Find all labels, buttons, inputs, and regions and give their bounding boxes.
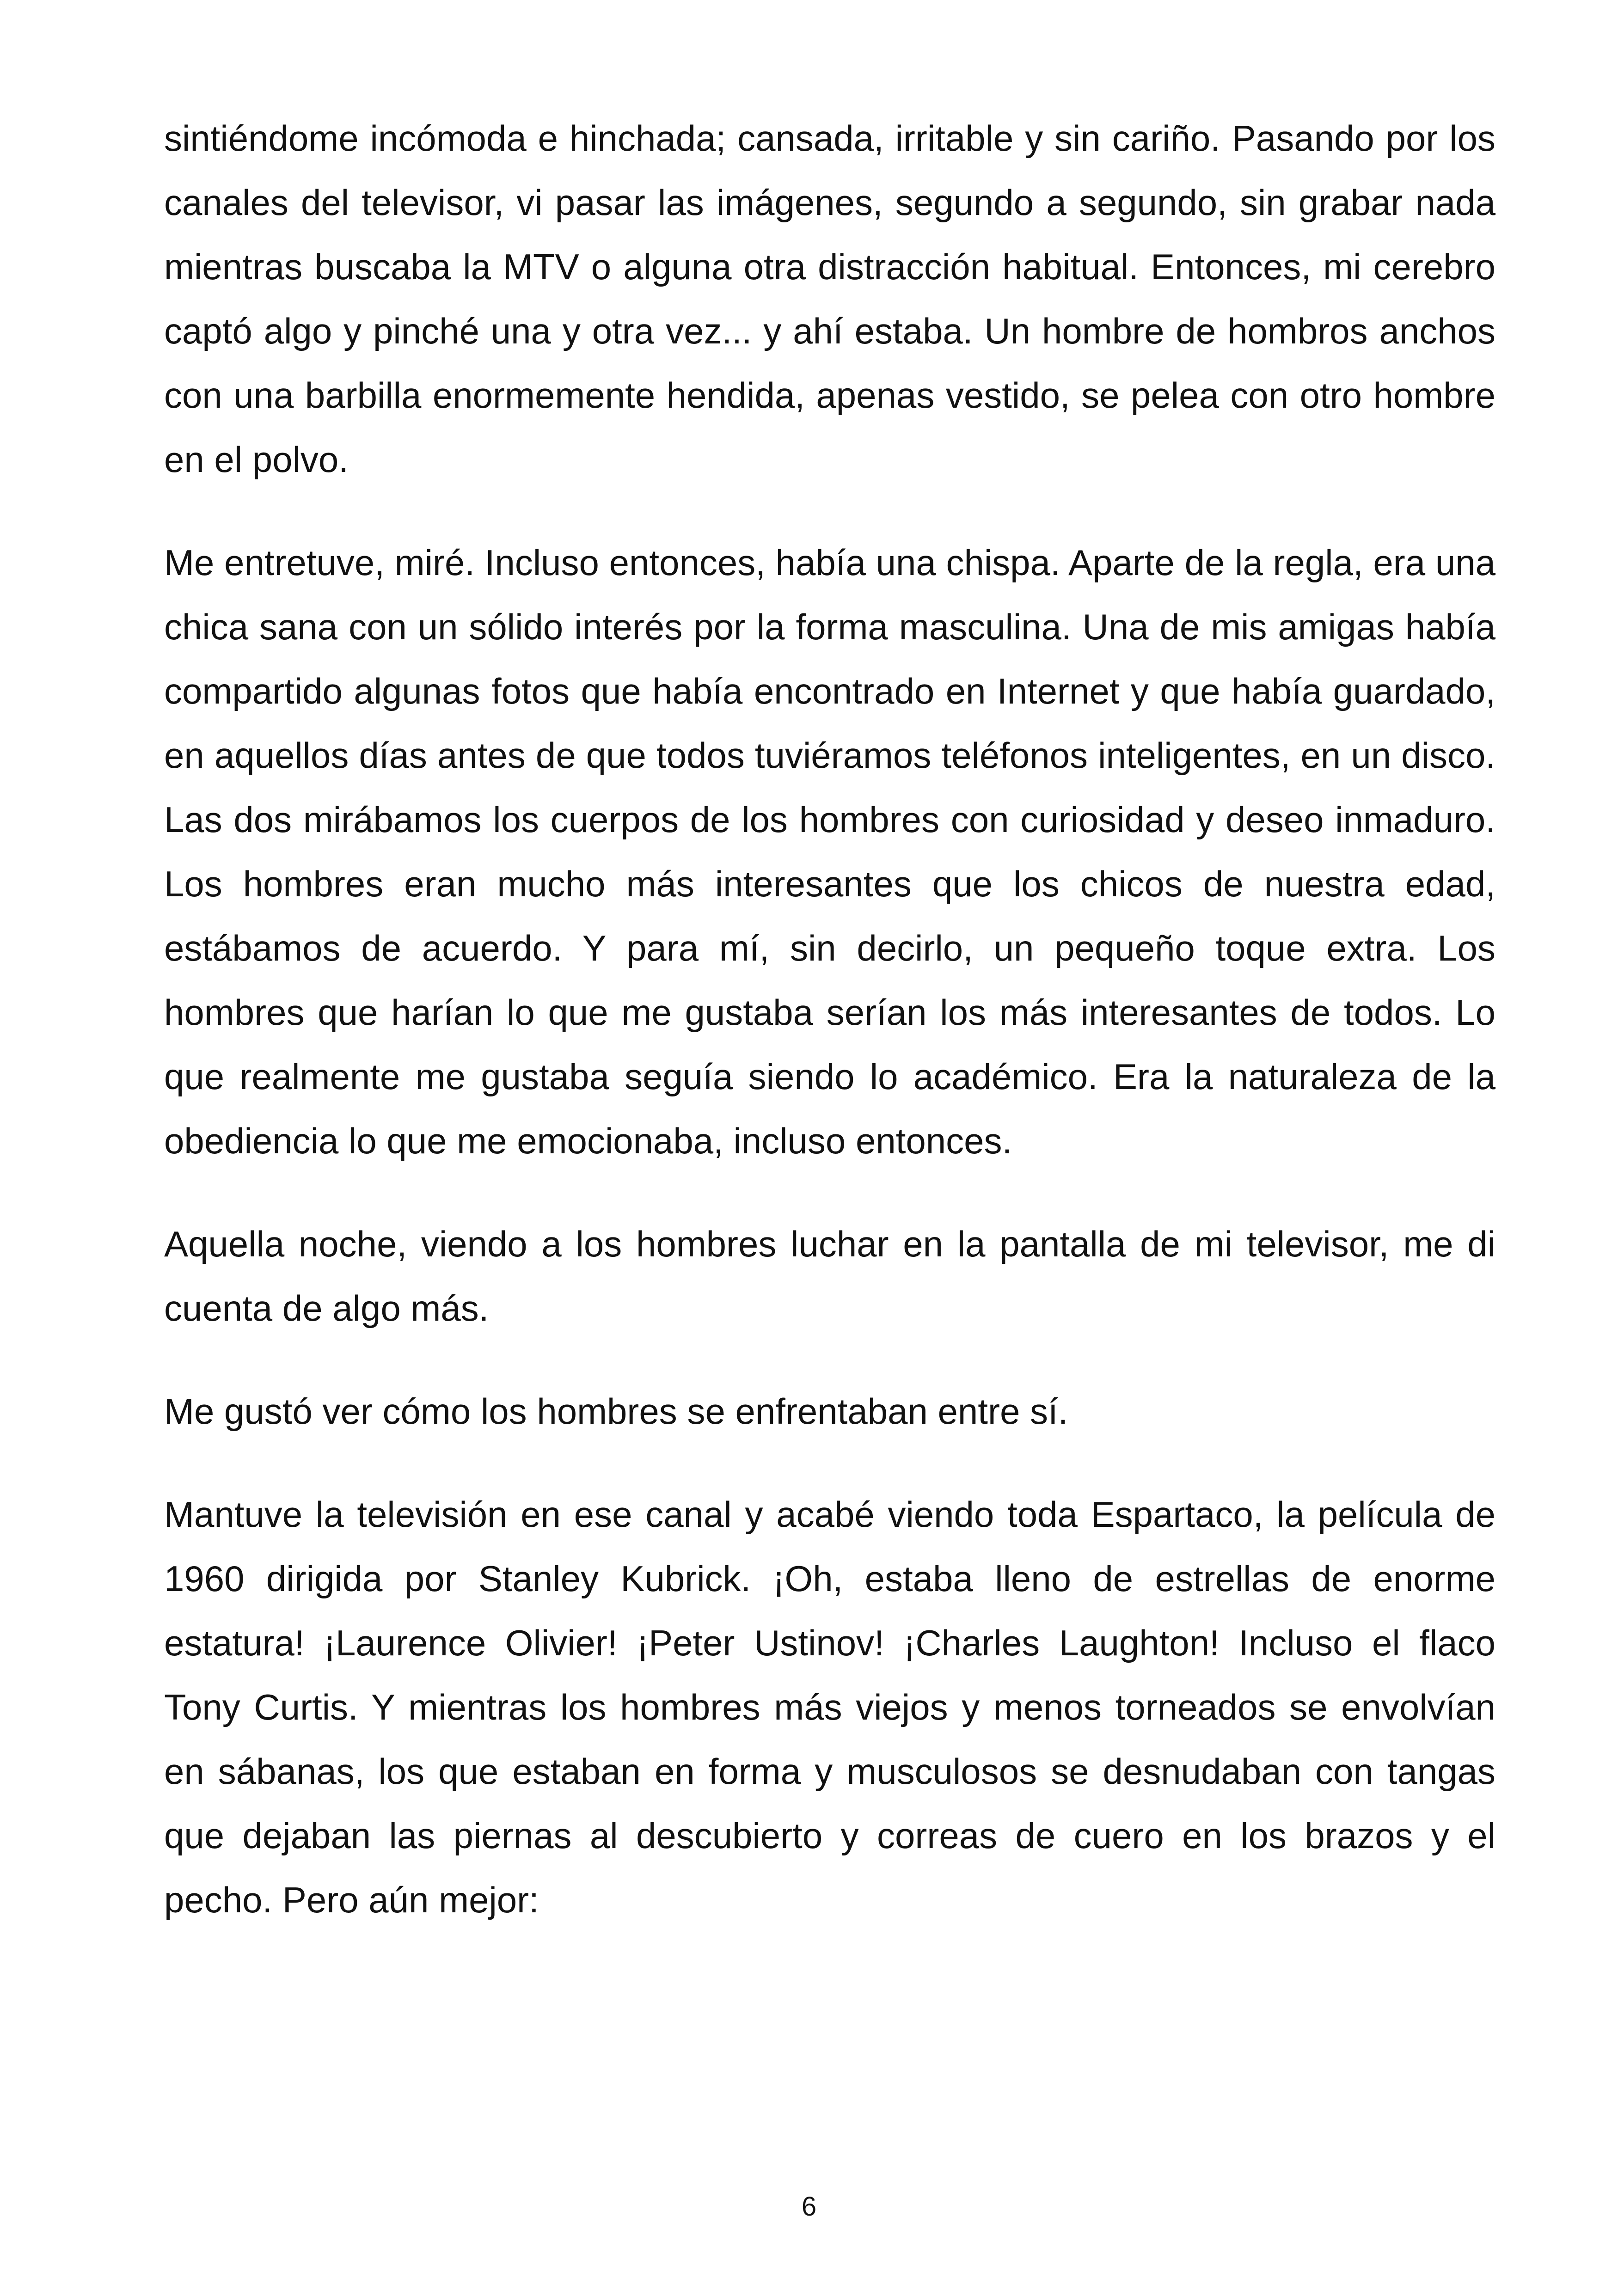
- paragraph: Me entretuve, miré. Incluso entonces, había una chispa. Aparte de la regla, era una chica sana con un sólido interés por la forma masculina. Una de mis amigas había compartido algunas fotos que había encontrado en Internet y que había guardado, en aquellos días antes de que todos tuviéramos teléfonos inteligentes, en un disco. Las dos mirábamos los cuerpos de los hombres con curiosidad y deseo inmaduro. Los hombres eran mucho más interesantes que los chicos de nuestra edad, estábamos de acuerdo. Y para mí, sin decirlo, un pequeño toque extra. Los hombres que harían lo que me gustaba serían los más interesantes de todos. Lo que realmente me gustaba seguía siendo lo académico. Era la naturaleza de la obediencia lo que me emocionaba, incluso entonces.: [164, 542, 1495, 1161]
- paragraph: Me gustó ver cómo los hombres se enfrentaban entre sí.: [164, 1391, 1068, 1432]
- paragraph: Mantuve la televisión en ese canal y acabé viendo toda Espartaco, la película de 1960 dirigida por Stanley Kubrick. ¡Oh, estaba lleno de estrellas de enorme estatura! ¡Laurence Olivier! ¡Peter Ustinov! ¡Charles Laughton! Incluso el flaco Tony Curtis. Y mientras los hombres más viejos y menos torneados se envolvían en sábanas, los que estaban en forma y musculosos se desnudaban con tangas que dejaban las piernas al descubierto y correas de cuero en los brazos y el pecho. Pero aún mejor:: [164, 1494, 1495, 1920]
- body-text: [164, 106, 1495, 1971]
- paragraph: sintiéndome incómoda e hinchada; cansada, irritable y sin cariño. Pasando por los canales del televisor, vi pasar las imágenes, segundo a segundo, sin grabar nada mientras buscaba la MTV o alguna otra distracción habitual. Entonces, mi cerebro captó algo y pinché una y otra vez... y ahí estaba. Un hombre de hombros anchos con una barbilla enormemente hendida, apenas vestido, se pelea con otro hombre en el polvo.: [164, 118, 1495, 480]
- paragraph: Aquella noche, viendo a los hombres luchar en la pantalla de mi televisor, me di cuenta de algo más.: [164, 1224, 1495, 1329]
- page-number: 6: [801, 2192, 817, 2222]
